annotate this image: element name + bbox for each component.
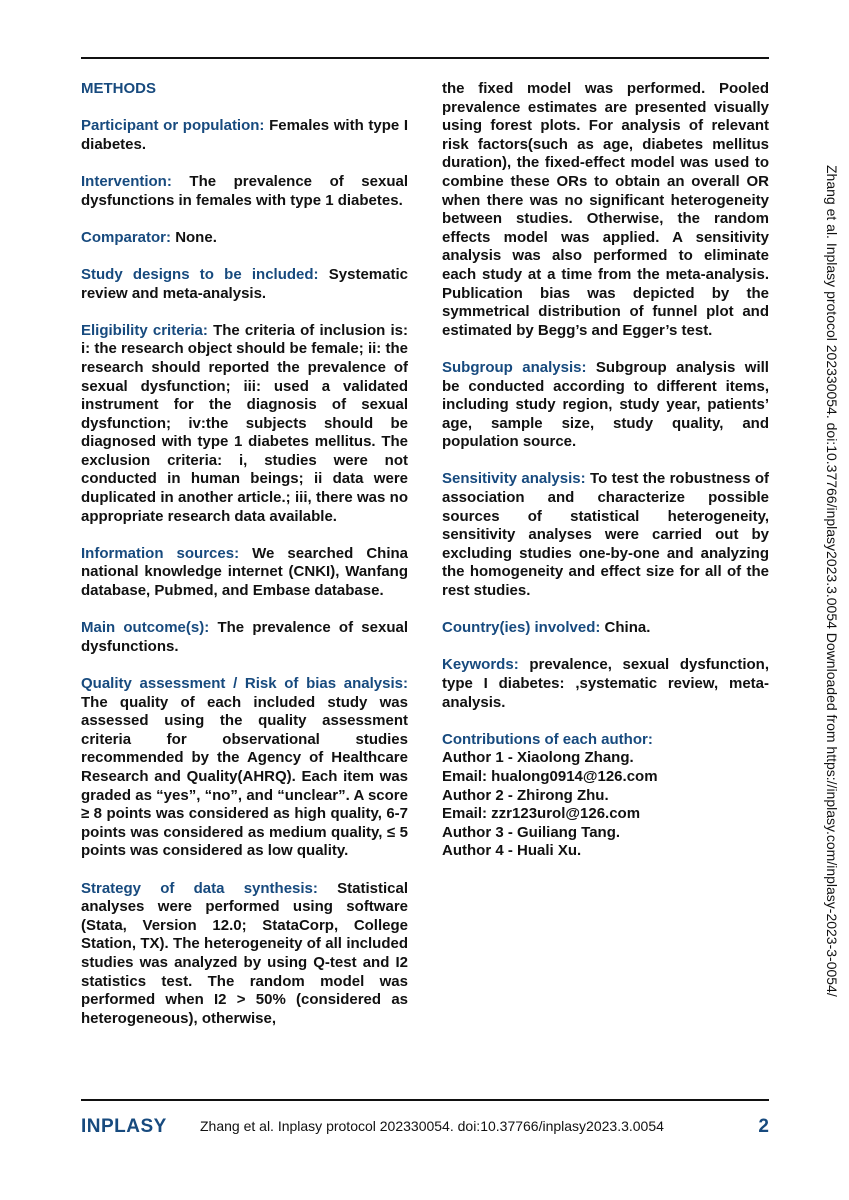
left-column	[81, 80, 408, 1047]
section-study-designs	[81, 266, 408, 303]
section-text: None.	[175, 228, 217, 246]
section-text: China.	[604, 619, 651, 637]
section-label: Quality assessment / Risk of bias analysis:	[81, 675, 408, 692]
section-label: Intervention:	[81, 172, 172, 190]
section-text: The quality of each included study was assessed using the quality assessment criteria for observational studies recommended by the Agency of Healthcare Research and Quality(AHRQ). Each item was graded as “yes”, “no”, and “unclear”. A score ≥ 8 points was considered as high quality, 6-7 points was considered as medium quality, ≤ 5 points was considered as low quality.	[81, 693, 408, 860]
section-text: Subgroup analysis will be conducted according to different items, including study region, study year, patients’ age, sample size, study quality, and population source.	[442, 358, 769, 451]
section-participant	[81, 117, 408, 154]
footer-brand: INPLASY	[81, 1116, 167, 1137]
section-label: Sensitivity analysis:	[442, 470, 586, 488]
section-information-sources	[81, 545, 408, 601]
right-column	[442, 80, 769, 861]
author-line: Author 3 - Guiliang Tang.	[442, 823, 621, 841]
section-label: Comparator:	[81, 228, 172, 246]
section-contributions	[442, 731, 769, 861]
section-label: Subgroup analysis:	[442, 358, 587, 376]
footer-citation: Zhang et al. Inplasy protocol 202330054. doi:10.37766/inplasy2023.3.0054	[200, 1118, 664, 1134]
section-label: Eligibility criteria:	[81, 321, 208, 339]
section-label: Study designs to be included:	[81, 265, 319, 283]
bottom-rule	[81, 1099, 769, 1101]
email-line: Email: zzr123urol@126.com	[442, 805, 641, 823]
section-subgroup-analysis	[442, 359, 769, 452]
section-label: Strategy of data synthesis:	[81, 879, 318, 897]
email-line: Email: hualong0914@126.com	[442, 767, 658, 785]
section-keywords	[442, 656, 769, 712]
section-label: Main outcome(s):	[81, 619, 210, 637]
section-text: Systematic review and meta-analysis.	[81, 265, 408, 302]
section-label: Contributions of each author:	[442, 730, 653, 748]
author-line: Author 1 - Xiaolong Zhang.	[442, 749, 634, 767]
page-number: 2	[758, 1116, 769, 1137]
section-comparator	[81, 229, 408, 248]
data-synthesis-continuation: the fixed model was performed. Pooled prevalence estimates are presented visually using forest plots. For analysis of relevant risk factors(such as age, diabetes mellitus duration), the fixed-effect model was used to combine these ORs to obtain an overall OR when there was no significant heterogeneity between studies. Otherwise, the random effects model was applied. A sensitivity analysis was also performed to eliminate each study at a time from the meta-analysis. Publication bias was depicted by the symmetrical distribution of funnel plot and estimated by Begg’s and Egger’s test.	[442, 80, 769, 339]
section-text: prevalence, sexual dysfunction, type I diabetes: ,systematic review, meta-analysis.	[442, 656, 769, 711]
section-text: The prevalence of sexual dysfunctions in females with type 1 diabetes.	[81, 172, 408, 209]
section-data-synthesis	[81, 880, 408, 1029]
author-line: Author 4 - Huali Xu.	[442, 842, 582, 860]
section-label: Keywords:	[442, 656, 519, 674]
section-intervention	[81, 173, 408, 210]
section-label: Information sources:	[81, 544, 240, 562]
section-text: The prevalence of sexual dysfunctions.	[81, 619, 408, 655]
section-label: Participant or population:	[81, 117, 265, 135]
section-text: To test the robustness of association and characterize possible sources of statistical heterogeneity, sensitivity analyses were carried out by excluding studies one-by-one and analyzing the homogeneity and effect size for all of the rest studies.	[442, 470, 769, 600]
top-rule	[81, 57, 769, 59]
section-text: Females with type I diabetes.	[81, 117, 409, 153]
side-download-notice: Zhang et al. Inplasy protocol 202330054. doi:10.37766/inplasy2023.3.0054 Downloaded from https://inplasy.com/inplasy-2023-3-0054/	[824, 165, 840, 997]
section-quality-assessment	[81, 675, 408, 861]
section-sensitivity-analysis	[442, 470, 769, 600]
page-footer	[0, 1116, 849, 1146]
section-text: We searched China national knowledge internet (CNKI), Wanfang database, Pubmed, and Embase database.	[81, 544, 409, 600]
author-line: Author 2 - Zhirong Zhu.	[442, 786, 609, 804]
methods-heading: METHODS	[81, 80, 156, 97]
section-text: Statistical analyses were performed using software (Stata, Version 12.0; StataCorp, College Station, TX). The heterogeneity of all included studies was analyzed by using Q-test and I2 statistics test. The random model was performed when I2 > 50% (considered as heterogeneous), otherwise,	[81, 879, 409, 1027]
section-countries	[442, 619, 769, 638]
section-text: The criteria of inclusion is: i: the research object should be female; ii: the research should reported the prevalence of sexual dysfunction; iii: used a validated instrument for the diagnosis of sexual dysfunction; iv:the subjects should be diagnosed with type 1 diabetes mellitus. The exclusion criteria: i, studies were not conducted in human beings; ii data were duplicated in another article.; iii, there was no appropriate research data available.	[81, 321, 408, 525]
section-label: Country(ies) involved:	[442, 619, 601, 637]
section-eligibility	[81, 322, 408, 527]
section-main-outcomes	[81, 619, 408, 656]
